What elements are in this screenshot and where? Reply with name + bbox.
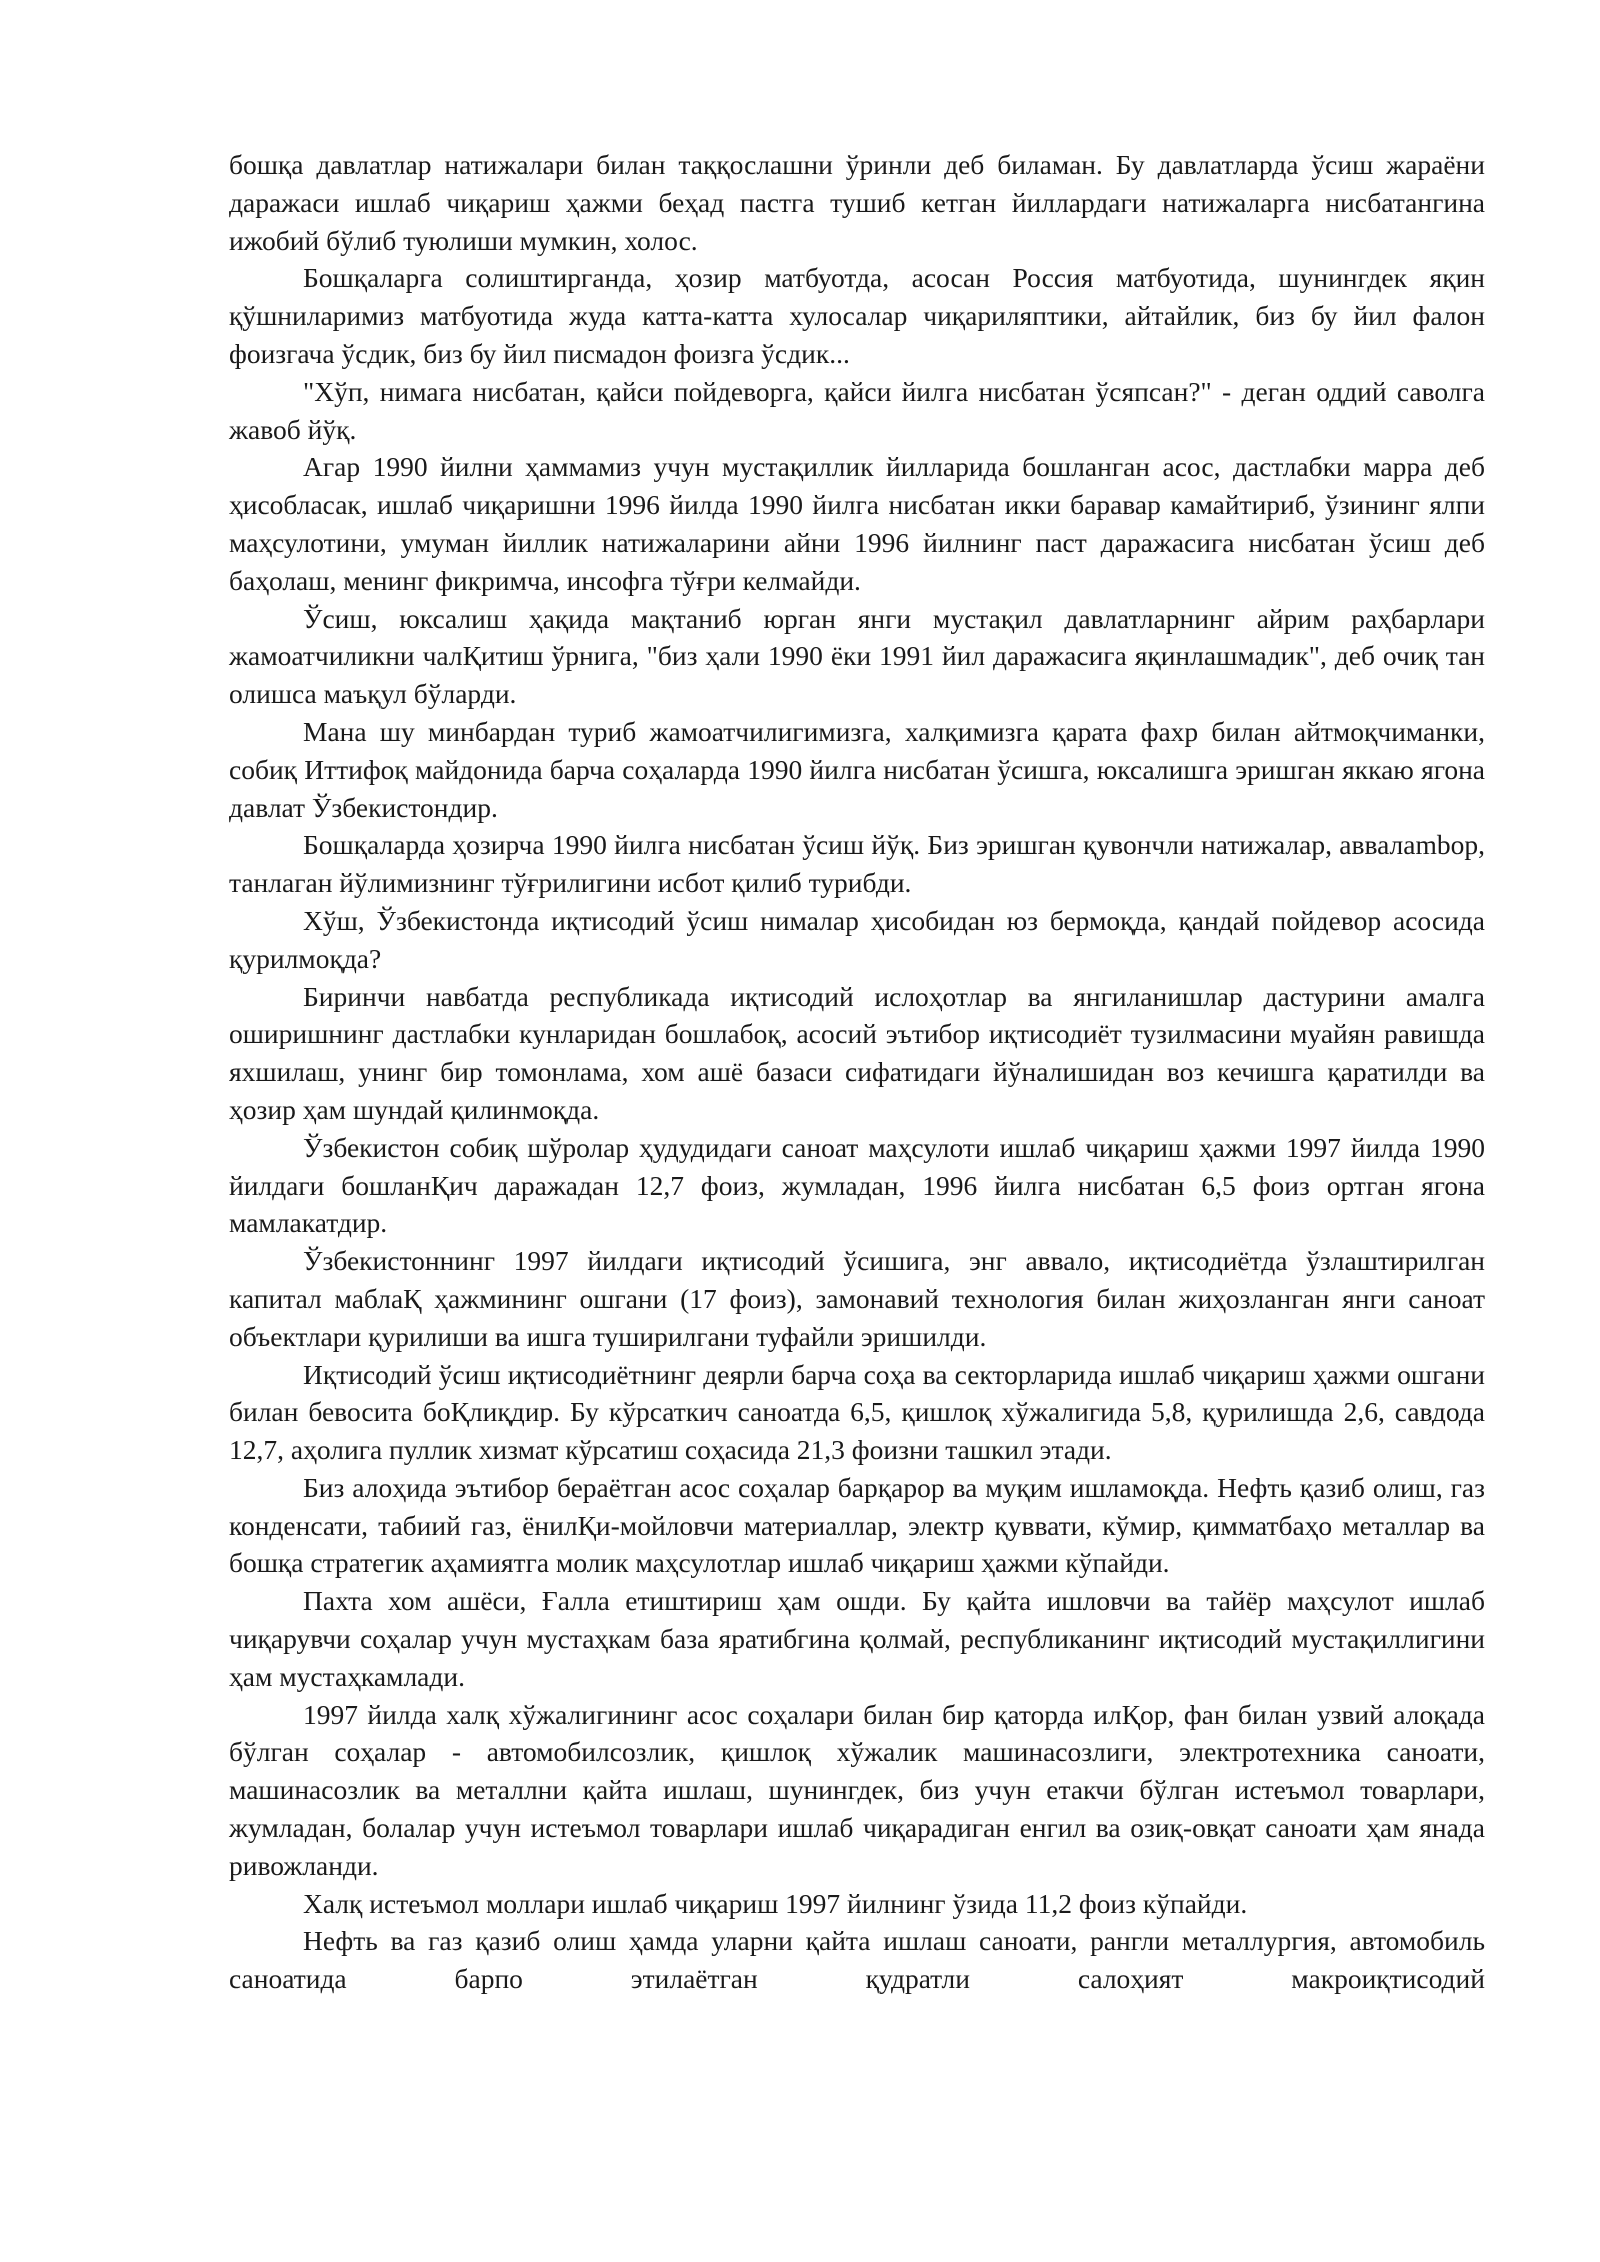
paragraph-9: Биринчи навбатда республикада иқтисодий ислоҳотлар ва янгиланишлар дастурини амалга оширишнинг дастлабки кунларидан бошлабоқ, асосий эътибор иқтисодиёт тузилмасини муайян равишда яхшилаш, унинг бир томонлама, хом ашё базаси сифатидаги йўналишидан воз кечишга қаратилди ва ҳозир ҳам шундай қилинмоқда. xyxy=(229,980,1485,1125)
paragraph-5: Ўсиш, юксалиш ҳақида мақтаниб юрган янги мустақил давлатларнинг айрим раҳбарлари жамоатчиликни чалҚитиш ўрнига, "биз ҳали 1990 ёки 1991 йил даражасига яқинлашмадик", деб очиқ тан олишса маъқул бўларди. xyxy=(229,602,1485,710)
paragraph-11: Ўзбекистоннинг 1997 йилдаги иқтисодий ўсишига, энг аввало, иқтисодиётда ўзлаштирилган капитал маблаҚ ҳажмининг ошгани (17 фоиз), замонавий технология билан жиҳозланган янги саноат объектлари қурилиши ва ишга туширилгани туфайли эришилди. xyxy=(229,1245,1485,1352)
paragraph-1: бошқа давлатлар натижалари билан таққослашни ўринли деб биламан. Бу давлатларда ўсиш жараёни даражаси ишлаб чиқариш ҳажми беҳад пастга тушиб кетган йиллардаги натижаларга нисбатангина ижобий бўлиб туюлиши мумкин, холос. xyxy=(229,149,1485,256)
paragraph-4: Агар 1990 йилни ҳаммамиз учун мустақиллик йилларида бошланган асос, дастлабки марра деб ҳисобласак, ишлаб чиқаришни 1996 йилда 1990 йилга нисбатан икки баравар камайтириб, ўзининг ялпи маҳсулотини, умуман йиллик натижаларини айни 1996 йилнинг паст даражасига нисбатан ўсиш деб баҳолаш, менинг фикримча, инсофга тўғри келмайди. xyxy=(229,451,1485,596)
paragraph-14: Пахта хом ашёси, Ғалла етиштириш ҳам ошди. Бу қайта ишловчи ва тайёр маҳсулот ишлаб чиқарувчи соҳалар учун мустаҳкам база яратибгина қолмай, республиканинг иқтисодий мустақиллигини ҳам мустаҳкамлади. xyxy=(229,1585,1485,1692)
paragraph-8: Хўш, Ўзбекистонда иқтисодий ўсиш нималар ҳисобидан юз бермоқда, қандай пойдевор асосида қурилмоқда? xyxy=(229,904,1485,974)
paragraph-17: Нефть ва газ қазиб олиш ҳамда уларни қайта ишлаш саноати, рангли металлургия, автомобиль саноатида барпо этилаётган қудратли салоҳият макроиқтисодий xyxy=(229,1925,1485,1995)
paragraph-3: "Хўп, нимага нисбатан, қайси пойдеворга, қайси йилга нисбатан ўсяпсан?" - деган оддий саволга жавоб йўқ. xyxy=(229,375,1485,445)
document-page xyxy=(229,146,1485,1998)
paragraph-13: Биз алоҳида эътибор бераётган асос соҳалар барқарор ва муқим ишламоқда. Нефть қазиб олиш, газ конденсати, табиий газ, ёнилҚи-мойловчи материаллар, электр қуввати, кўмир, қимматбаҳо металлар ва бошқа стратегик аҳамиятга молик маҳсулотлар ишлаб чиқариш ҳажми кўпайди. xyxy=(229,1471,1485,1579)
paragraph-12: Иқтисодий ўсиш иқтисодиётнинг деярли барча соҳа ва секторларида ишлаб чиқариш ҳажми ошгани билан бевосита боҚлиқдир. Бу кўрсаткич саноатда 6,5, қишлоқ хўжалигида 5,8, қурилишда 2,6, савдода 12,7, аҳолига пуллик хизмат кўрсатиш соҳасида 21,3 фоизни ташкил этади. xyxy=(229,1358,1485,1466)
paragraph-10: Ўзбекистон собиқ шўролар ҳудудидаги саноат маҳсулоти ишлаб чиқариш ҳажми 1997 йилда 1990 йилдаги бошланҚич даражадан 12,7 фоиз, жумладан, 1996 йилга нисбатан 6,5 фоиз ортган ягона мамлакатдир. xyxy=(229,1131,1485,1239)
paragraph-15: 1997 йилда халқ хўжалигининг асос соҳалари билан бир қаторда илҚор, фан билан узвий алоқада бўлган соҳалар - автомобилсозлик, қишлоқ хўжалик машинасозлиги, электротехника саноати, машинасозлик ва металлни қайта ишлаш, шунингдек, биз учун етакчи бўлган истеъмол товарлари, жумладан, болалар учун истеъмол товарлари ишлаб чиқарадиган енгил ва озиқ-овқат саноати ҳам янада ривожланди. xyxy=(229,1698,1485,1881)
paragraph-16: Халқ истеъмол моллари ишлаб чиқариш 1997 йилнинг ўзида 11,2 фоиз кўпайди. xyxy=(303,1887,1248,1919)
paragraph-6: Мана шу минбардан туриб жамоатчилигимизга, халқимизга қарата фахр билан айтмоқчиманки, собиқ Иттифоқ майдонида барча соҳаларда 1990 йилга нисбатан ўсишга, юксалишга эришган яккаю ягона давлат Ўзбекистондир. xyxy=(229,715,1485,823)
paragraph-2: Бошқаларга солиштирганда, ҳозир матбуотда, асосан Россия матбуотида, шунингдек яқин қўшниларимиз матбуотида жуда катта-катта хулосалар чиқариляптики, айтайлик, биз бу йил фалон фоизгача ўсдик, биз бу йил писмадон фоизга ўсдик... xyxy=(229,262,1485,369)
paragraph-7: Бошқаларда ҳозирча 1990 йилга нисбатан ўсиш йўқ. Биз эришган қувончли натижалар, аввалambор, танлаган йўлимизнинг тўғрилигини исбот қилиб турибди. xyxy=(229,829,1485,899)
